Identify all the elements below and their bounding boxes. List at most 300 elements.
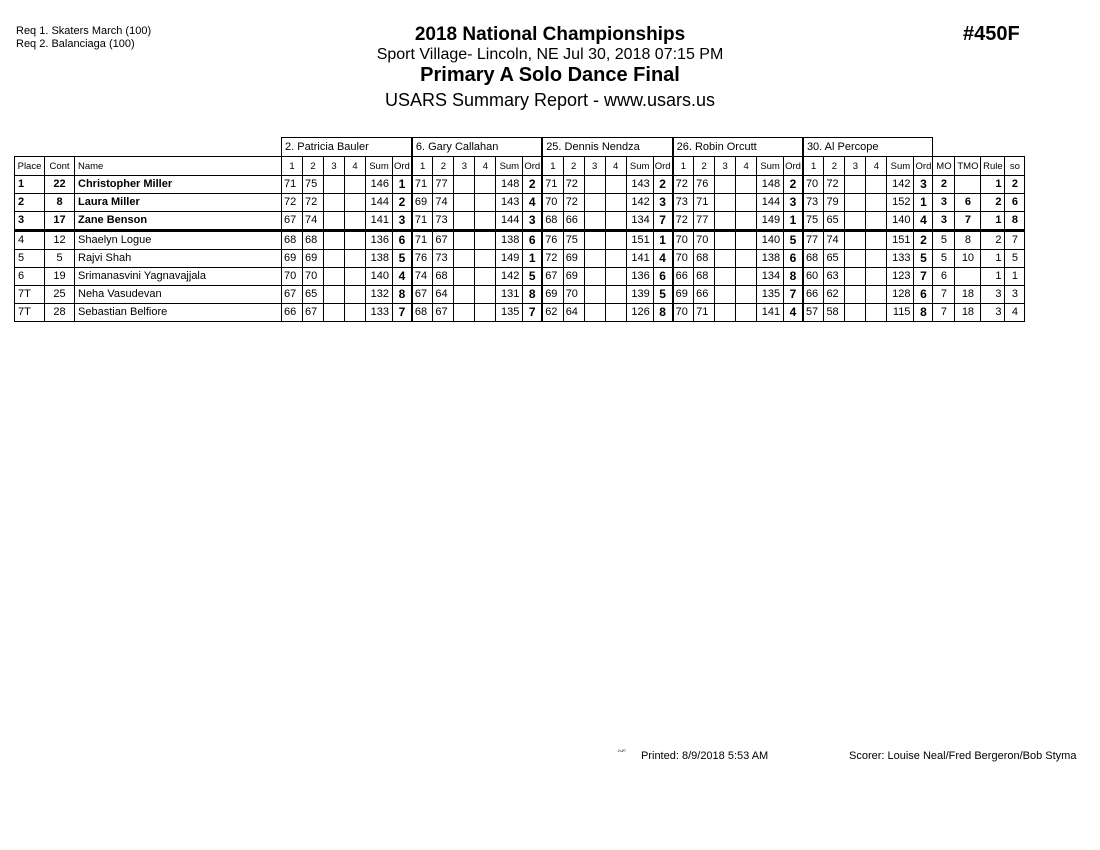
ordinal-cell: 7 <box>784 286 803 304</box>
sum-cell: 128 <box>887 286 914 304</box>
sum-cell: 135 <box>496 304 523 322</box>
skater-name-cell: Shaelyn Logue <box>75 231 282 250</box>
score-2-cell: 69 <box>563 250 584 268</box>
score-1-cell: 72 <box>542 250 563 268</box>
score-4-cell <box>475 176 496 194</box>
score-2-cell: 71 <box>694 304 715 322</box>
score-1-cell: 68 <box>542 212 563 231</box>
score-3-cell <box>584 268 605 286</box>
score-4-cell <box>736 250 757 268</box>
score-4-cell <box>475 212 496 231</box>
skater-name-cell: Laura Miller <box>75 194 282 212</box>
score-1-cell: 72 <box>673 212 694 231</box>
score-2-cell: 67 <box>433 231 454 250</box>
score-4-cell <box>605 250 626 268</box>
score-3-cell <box>845 176 866 194</box>
ordinal-cell: 4 <box>784 304 803 322</box>
score-2-cell: 72 <box>303 194 324 212</box>
score-1-cell: 77 <box>803 231 824 250</box>
score-1-cell: 69 <box>412 194 433 212</box>
score-3-cell <box>584 176 605 194</box>
col-judge3-4-header: 4 <box>605 157 626 176</box>
sum-cell: 144 <box>757 194 784 212</box>
score-1-cell: 71 <box>282 176 303 194</box>
ordinal-cell: 8 <box>653 304 672 322</box>
score-1-cell: 72 <box>282 194 303 212</box>
sum-cell: 151 <box>887 231 914 250</box>
tmo-cell <box>955 268 981 286</box>
score-2-cell: 74 <box>433 194 454 212</box>
ordinal-cell: 1 <box>653 231 672 250</box>
scorer-names: Scorer: Louise Neal/Fred Bergeron/Bob Styma <box>849 750 1077 762</box>
column-header-row <box>15 157 1025 176</box>
score-4-cell <box>736 212 757 231</box>
ordinal-cell: 6 <box>523 231 542 250</box>
col-cont-header: Cont <box>45 157 75 176</box>
ordinal-cell: 1 <box>523 250 542 268</box>
score-2-cell: 68 <box>694 250 715 268</box>
mo-cell: 5 <box>933 231 955 250</box>
table-row <box>15 194 1025 212</box>
so-cell: 2 <box>1005 176 1025 194</box>
col-judge1-3-header: 3 <box>324 157 345 176</box>
score-1-cell: 67 <box>282 286 303 304</box>
rule-cell: 1 <box>981 212 1005 231</box>
judge-name-4: 26. Robin Orcutt <box>673 138 803 157</box>
score-4-cell <box>345 176 366 194</box>
ordinal-cell: 4 <box>653 250 672 268</box>
score-2-cell: 64 <box>563 304 584 322</box>
sum-cell: 139 <box>626 286 653 304</box>
col-judge2-ord-header: Ord <box>523 157 542 176</box>
col-judge5-3-header: 3 <box>845 157 866 176</box>
requirement-2: Req 2. Balanciaga (100) <box>16 38 135 50</box>
col-place-header: Place <box>15 157 45 176</box>
score-3-cell <box>584 194 605 212</box>
ordinal-cell: 6 <box>653 268 672 286</box>
sum-cell: 138 <box>496 231 523 250</box>
sum-cell: 143 <box>626 176 653 194</box>
judge-name-5: 30. Al Percope <box>803 138 933 157</box>
place-cell: 6 <box>15 268 45 286</box>
rule-cell: 3 <box>981 304 1005 322</box>
rule-cell: 1 <box>981 268 1005 286</box>
score-2-cell: 76 <box>694 176 715 194</box>
score-2-cell: 70 <box>303 268 324 286</box>
table-row <box>15 212 1025 231</box>
score-3-cell <box>715 286 736 304</box>
score-1-cell: 71 <box>542 176 563 194</box>
ordinal-cell: 4 <box>523 194 542 212</box>
score-4-cell <box>736 304 757 322</box>
col-judge4-ord-header: Ord <box>784 157 803 176</box>
score-2-cell: 69 <box>563 268 584 286</box>
ordinal-cell: 7 <box>523 304 542 322</box>
ordinal-cell: 8 <box>784 268 803 286</box>
score-1-cell: 73 <box>673 194 694 212</box>
sum-cell: 142 <box>626 194 653 212</box>
cont-cell: 12 <box>45 231 75 250</box>
score-1-cell: 67 <box>542 268 563 286</box>
ordinal-cell: 2 <box>653 176 672 194</box>
score-3-cell <box>454 250 475 268</box>
ordinal-cell: 7 <box>914 268 933 286</box>
col-judge4-4-header: 4 <box>736 157 757 176</box>
score-1-cell: 70 <box>282 268 303 286</box>
score-2-cell: 77 <box>694 212 715 231</box>
ordinal-cell: 6 <box>784 250 803 268</box>
score-3-cell <box>324 176 345 194</box>
score-2-cell: 62 <box>824 286 845 304</box>
score-4-cell <box>345 268 366 286</box>
score-3-cell <box>454 304 475 322</box>
judge-name-2: 6. Gary Callahan <box>412 138 542 157</box>
score-2-cell: 77 <box>433 176 454 194</box>
sum-cell: 140 <box>366 268 393 286</box>
score-1-cell: 70 <box>673 231 694 250</box>
skater-name-cell: Zane Benson <box>75 212 282 231</box>
score-3-cell <box>845 231 866 250</box>
col-judge1-2-header: 2 <box>303 157 324 176</box>
sum-cell: 133 <box>366 304 393 322</box>
ordinal-cell: 1 <box>784 212 803 231</box>
ordinal-cell: 1 <box>393 176 412 194</box>
score-4-cell <box>605 304 626 322</box>
ordinal-cell: 2 <box>393 194 412 212</box>
ordinal-cell: 5 <box>523 268 542 286</box>
sum-cell: 134 <box>757 268 784 286</box>
score-1-cell: 57 <box>803 304 824 322</box>
cont-cell: 25 <box>45 286 75 304</box>
skater-name-cell: Neha Vasudevan <box>75 286 282 304</box>
ordinal-cell: 4 <box>914 212 933 231</box>
score-2-cell: 72 <box>824 176 845 194</box>
score-3-cell <box>584 212 605 231</box>
score-4-cell <box>605 176 626 194</box>
score-1-cell: 71 <box>412 231 433 250</box>
score-3-cell <box>715 268 736 286</box>
score-3-cell <box>454 176 475 194</box>
sum-cell: 148 <box>496 176 523 194</box>
score-2-cell: 67 <box>433 304 454 322</box>
so-cell: 4 <box>1005 304 1025 322</box>
score-3-cell <box>845 250 866 268</box>
rule-cell: 1 <box>981 250 1005 268</box>
place-cell: 3 <box>15 212 45 231</box>
score-2-cell: 72 <box>563 176 584 194</box>
score-4-cell <box>866 268 887 286</box>
sum-cell: 133 <box>887 250 914 268</box>
col-judge3-ord-header: Ord <box>653 157 672 176</box>
footer-mark: ²⁴²⁰ <box>618 749 626 755</box>
score-3-cell <box>584 304 605 322</box>
score-4-cell <box>736 194 757 212</box>
score-3-cell <box>324 304 345 322</box>
so-cell: 6 <box>1005 194 1025 212</box>
ordinal-cell: 6 <box>914 286 933 304</box>
place-cell: 7T <box>15 304 45 322</box>
skater-name-cell: Christopher Miller <box>75 176 282 194</box>
tmo-cell <box>955 176 981 194</box>
ordinal-cell: 7 <box>653 212 672 231</box>
col-judge1-ord-header: Ord <box>393 157 412 176</box>
ordinal-cell: 3 <box>523 212 542 231</box>
score-4-cell <box>866 286 887 304</box>
score-3-cell <box>584 231 605 250</box>
score-3-cell <box>715 250 736 268</box>
score-3-cell <box>324 231 345 250</box>
col-rule-header: Rule <box>981 157 1005 176</box>
score-3-cell <box>845 286 866 304</box>
sum-cell: 115 <box>887 304 914 322</box>
sum-cell: 151 <box>626 231 653 250</box>
score-4-cell <box>605 231 626 250</box>
score-4-cell <box>345 212 366 231</box>
ordinal-cell: 8 <box>914 304 933 322</box>
score-1-cell: 67 <box>412 286 433 304</box>
score-3-cell <box>715 304 736 322</box>
ordinal-cell: 7 <box>393 304 412 322</box>
mo-cell: 7 <box>933 286 955 304</box>
ordinal-cell: 8 <box>393 286 412 304</box>
score-1-cell: 73 <box>803 194 824 212</box>
score-2-cell: 69 <box>303 250 324 268</box>
score-3-cell <box>454 286 475 304</box>
score-4-cell <box>345 286 366 304</box>
ordinal-cell: 1 <box>914 194 933 212</box>
col-judge3-2-header: 2 <box>563 157 584 176</box>
tmo-cell: 8 <box>955 231 981 250</box>
score-1-cell: 70 <box>673 250 694 268</box>
place-cell: 2 <box>15 194 45 212</box>
score-2-cell: 64 <box>433 286 454 304</box>
rule-cell: 2 <box>981 231 1005 250</box>
score-3-cell <box>324 250 345 268</box>
so-cell: 7 <box>1005 231 1025 250</box>
sum-cell: 138 <box>366 250 393 268</box>
tmo-cell: 7 <box>955 212 981 231</box>
place-cell: 7T <box>15 286 45 304</box>
ordinal-cell: 2 <box>914 231 933 250</box>
mo-cell: 6 <box>933 268 955 286</box>
score-3-cell <box>715 212 736 231</box>
score-4-cell <box>345 194 366 212</box>
col-judge3-1-header: 1 <box>542 157 563 176</box>
so-cell: 3 <box>1005 286 1025 304</box>
cont-cell: 17 <box>45 212 75 231</box>
score-2-cell: 71 <box>694 194 715 212</box>
score-3-cell <box>584 250 605 268</box>
score-3-cell <box>715 231 736 250</box>
score-4-cell <box>475 304 496 322</box>
table-row <box>15 176 1025 194</box>
score-1-cell: 70 <box>673 304 694 322</box>
printed-timestamp: Printed: 8/9/2018 5:53 AM <box>641 750 769 762</box>
score-1-cell: 66 <box>803 286 824 304</box>
mo-cell: 3 <box>933 212 955 231</box>
place-cell: 1 <box>15 176 45 194</box>
ordinal-cell: 2 <box>784 176 803 194</box>
score-1-cell: 66 <box>673 268 694 286</box>
judge-header-row <box>15 138 1025 157</box>
col-judge2-1-header: 1 <box>412 157 433 176</box>
score-4-cell <box>345 231 366 250</box>
table-row <box>15 250 1025 268</box>
place-cell: 5 <box>15 250 45 268</box>
score-1-cell: 75 <box>803 212 824 231</box>
sum-cell: 144 <box>496 212 523 231</box>
score-2-cell: 65 <box>824 250 845 268</box>
score-2-cell: 72 <box>563 194 584 212</box>
sum-cell: 135 <box>757 286 784 304</box>
ordinal-cell: 3 <box>653 194 672 212</box>
ordinal-cell: 6 <box>393 231 412 250</box>
col-judge5-4-header: 4 <box>866 157 887 176</box>
sum-cell: 142 <box>496 268 523 286</box>
sum-cell: 123 <box>887 268 914 286</box>
ordinal-cell: 3 <box>393 212 412 231</box>
col-so-header: so <box>1005 157 1025 176</box>
mo-cell: 3 <box>933 194 955 212</box>
sum-cell: 141 <box>366 212 393 231</box>
col-judge4-2-header: 2 <box>694 157 715 176</box>
score-4-cell <box>605 194 626 212</box>
score-4-cell <box>475 194 496 212</box>
requirement-1: Req 1. Skaters March (100) <box>16 25 152 37</box>
ordinal-cell: 5 <box>914 250 933 268</box>
so-cell: 5 <box>1005 250 1025 268</box>
score-4-cell <box>866 194 887 212</box>
sum-cell: 131 <box>496 286 523 304</box>
score-3-cell <box>845 194 866 212</box>
score-2-cell: 74 <box>824 231 845 250</box>
score-2-cell: 66 <box>694 286 715 304</box>
col-judge3-3-header: 3 <box>584 157 605 176</box>
score-1-cell: 72 <box>673 176 694 194</box>
score-1-cell: 69 <box>282 250 303 268</box>
sum-cell: 136 <box>626 268 653 286</box>
score-2-cell: 68 <box>694 268 715 286</box>
report-title: USARS Summary Report - www.usars.us <box>384 90 716 110</box>
ordinal-cell: 3 <box>914 176 933 194</box>
mo-cell: 5 <box>933 250 955 268</box>
score-4-cell <box>866 176 887 194</box>
score-4-cell <box>475 268 496 286</box>
score-4-cell <box>345 250 366 268</box>
place-cell: 4 <box>15 231 45 250</box>
score-1-cell: 70 <box>803 176 824 194</box>
table-row <box>15 286 1025 304</box>
col-judge2-3-header: 3 <box>454 157 475 176</box>
sum-cell: 134 <box>626 212 653 231</box>
sum-cell: 126 <box>626 304 653 322</box>
col-mo-header: MO <box>933 157 955 176</box>
score-4-cell <box>866 304 887 322</box>
sum-cell: 138 <box>757 250 784 268</box>
score-2-cell: 66 <box>563 212 584 231</box>
col-judge3-sum-header: Sum <box>626 157 653 176</box>
score-1-cell: 69 <box>673 286 694 304</box>
score-3-cell <box>584 286 605 304</box>
score-4-cell <box>605 212 626 231</box>
sum-cell: 140 <box>757 231 784 250</box>
skater-name-cell: Srimanasvini Yagnavajjala <box>75 268 282 286</box>
col-judge1-4-header: 4 <box>345 157 366 176</box>
rule-cell: 2 <box>981 194 1005 212</box>
score-4-cell <box>475 250 496 268</box>
score-3-cell <box>454 194 475 212</box>
score-4-cell <box>736 268 757 286</box>
score-4-cell <box>736 176 757 194</box>
sum-cell: 149 <box>757 212 784 231</box>
sum-cell: 132 <box>366 286 393 304</box>
col-judge4-sum-header: Sum <box>757 157 784 176</box>
score-2-cell: 74 <box>303 212 324 231</box>
score-4-cell <box>736 231 757 250</box>
ordinal-cell: 5 <box>784 231 803 250</box>
score-1-cell: 67 <box>282 212 303 231</box>
sum-cell: 146 <box>366 176 393 194</box>
sum-cell: 141 <box>626 250 653 268</box>
score-2-cell: 68 <box>303 231 324 250</box>
score-1-cell: 68 <box>803 250 824 268</box>
col-judge5-2-header: 2 <box>824 157 845 176</box>
skater-name-cell: Rajvi Shah <box>75 250 282 268</box>
sum-cell: 140 <box>887 212 914 231</box>
sum-cell: 152 <box>887 194 914 212</box>
score-3-cell <box>715 194 736 212</box>
col-judge2-4-header: 4 <box>475 157 496 176</box>
score-2-cell: 67 <box>303 304 324 322</box>
score-1-cell: 68 <box>282 231 303 250</box>
col-judge1-sum-header: Sum <box>366 157 393 176</box>
score-1-cell: 71 <box>412 212 433 231</box>
table-row <box>15 231 1025 250</box>
sum-cell: 141 <box>757 304 784 322</box>
championship-title: 2018 National Championships <box>414 24 686 45</box>
ordinal-cell: 5 <box>393 250 412 268</box>
mo-cell: 7 <box>933 304 955 322</box>
sum-cell: 142 <box>887 176 914 194</box>
ordinal-cell: 5 <box>653 286 672 304</box>
sum-cell: 136 <box>366 231 393 250</box>
score-1-cell: 70 <box>542 194 563 212</box>
score-1-cell: 62 <box>542 304 563 322</box>
score-1-cell: 66 <box>282 304 303 322</box>
score-3-cell <box>454 231 475 250</box>
score-3-cell <box>324 268 345 286</box>
col-judge1-1-header: 1 <box>282 157 303 176</box>
cont-cell: 22 <box>45 176 75 194</box>
so-cell: 8 <box>1005 212 1025 231</box>
col-name-header: Name <box>75 157 282 176</box>
tmo-cell: 10 <box>955 250 981 268</box>
so-cell: 1 <box>1005 268 1025 286</box>
judge-name-3: 25. Dennis Nendza <box>542 138 672 157</box>
score-1-cell: 68 <box>412 304 433 322</box>
score-2-cell: 70 <box>694 231 715 250</box>
score-2-cell: 68 <box>433 268 454 286</box>
score-3-cell <box>324 286 345 304</box>
score-2-cell: 75 <box>563 231 584 250</box>
event-title: Primary A Solo Dance Final <box>420 64 680 86</box>
score-4-cell <box>866 231 887 250</box>
score-1-cell: 76 <box>412 250 433 268</box>
score-1-cell: 76 <box>542 231 563 250</box>
score-1-cell: 69 <box>542 286 563 304</box>
tmo-cell: 18 <box>955 304 981 322</box>
ordinal-cell: 3 <box>784 194 803 212</box>
